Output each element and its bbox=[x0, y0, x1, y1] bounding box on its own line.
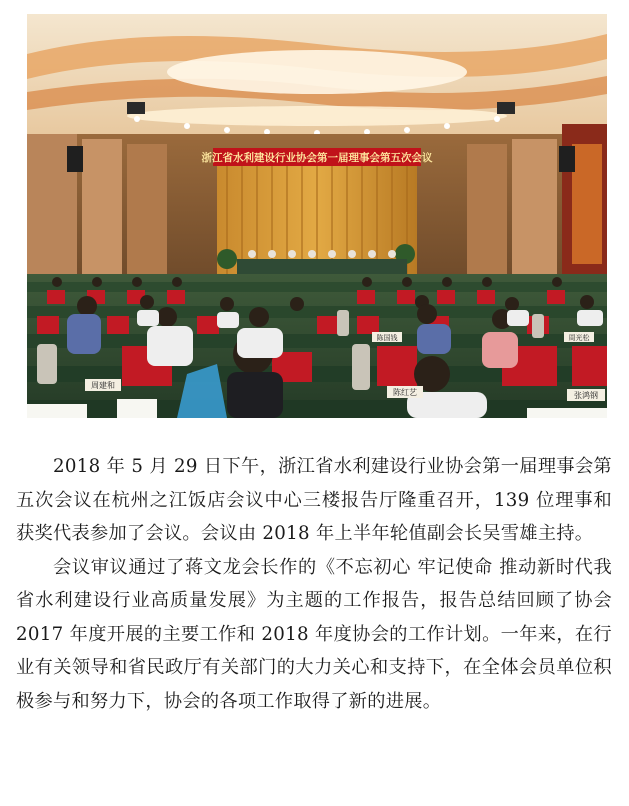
name-card-text: 陈国钱 bbox=[376, 334, 398, 342]
article-body bbox=[16, 450, 612, 718]
article-paragraph: 2018 年 5 月 29 日下午，浙江省水利建设行业协会第一届理事会第五次会议在杭州之江饭店会议中心三楼报告厅隆重召开，139 位理事和获奖代表参加了会议。会议由 2018 年上半年轮值副会长吴雪雄主持。 bbox=[16, 456, 612, 544]
name-card bbox=[372, 332, 402, 342]
name-card bbox=[85, 379, 121, 391]
name-card-text: 周建和 bbox=[91, 381, 115, 390]
meeting-photo bbox=[27, 14, 607, 418]
name-card bbox=[567, 389, 605, 401]
name-card-text: 陈红艺 bbox=[393, 388, 417, 397]
name-card bbox=[387, 386, 423, 398]
name-card-text: 周光松 bbox=[568, 334, 590, 342]
meeting-banner bbox=[202, 148, 433, 166]
article-paragraph: 会议审议通过了蒋文龙会长作的《不忘初心 牢记使命 推动新时代我省水利建设行业高质量发展》为主题的工作报告，报告总结回顾了协会 2017 年度开展的主要工作和 2018 年度协会的工作计划。一年来，在行业有关领导和省民政厅有关部门的大力关心和支持下，在全体会员单位积极参与和努力下，协会的各项工作取得了新的进展。 bbox=[16, 556, 612, 712]
name-card-text: 张鸿钢 bbox=[574, 391, 598, 400]
name-card bbox=[564, 332, 594, 342]
banner-text: 浙江省水利建设行业协会第一届理事会第五次会议 bbox=[201, 152, 433, 164]
